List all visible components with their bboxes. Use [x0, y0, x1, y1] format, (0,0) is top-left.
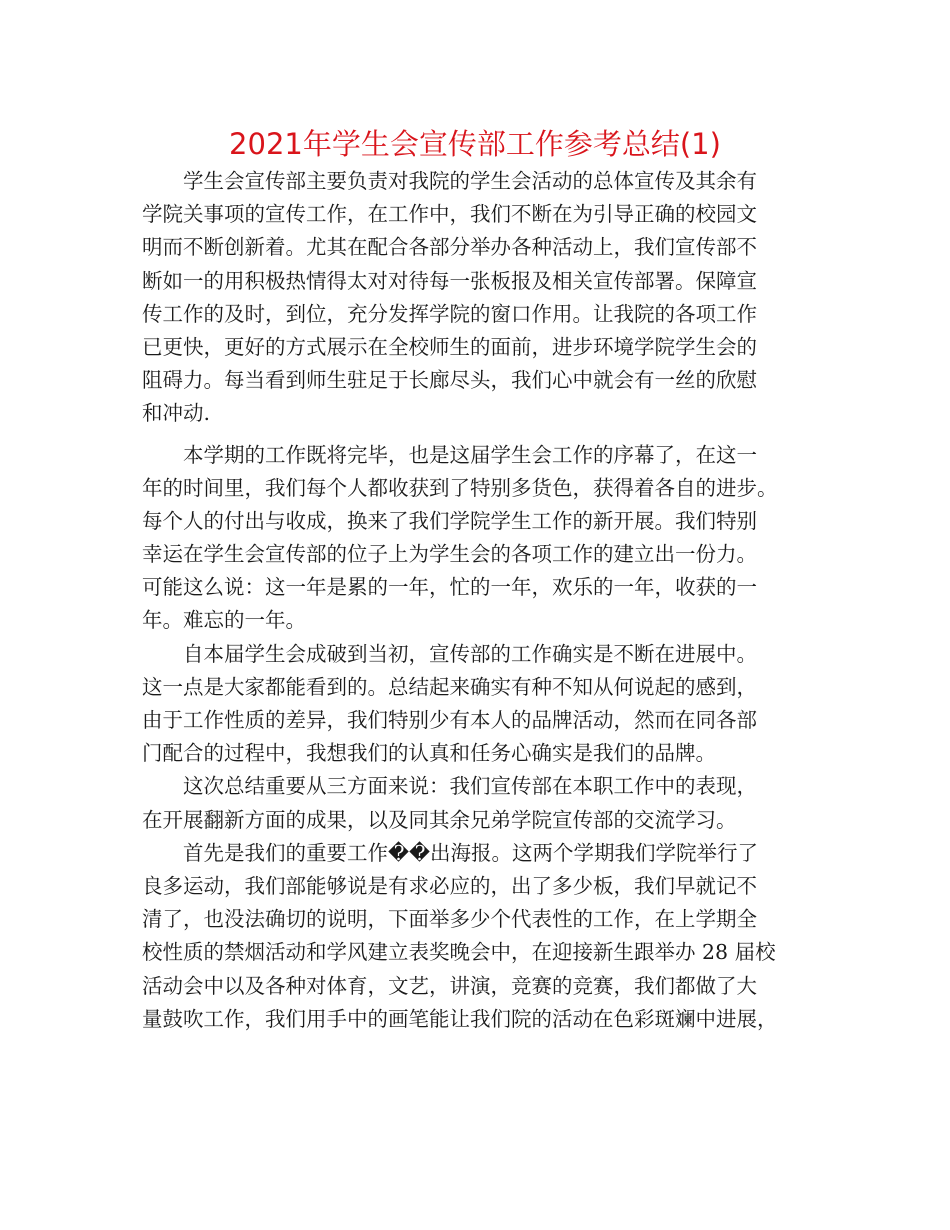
text-line: 良多运动，我们部能够说是有求必应的，出了多少板，我们早就记不	[142, 873, 757, 898]
text-line: 阻碍力。每当看到师生驻足于长廊尽头，我们心中就会有一丝的欣慰	[142, 368, 757, 393]
text-line: 清了，也没法确切的说明，下面举多少个代表性的工作，在上学期全	[142, 907, 757, 932]
text-line: 已更快，更好的方式展示在全校师生的面前，进步环境学院学生会的	[142, 334, 757, 359]
text-line: 每个人的付出与收成，换来了我们学院学生工作的新开展。我们特别	[142, 508, 757, 533]
paragraph	[142, 770, 832, 836]
text-line: 本学期的工作既将完毕，也是这届学生会工作的序幕了，在这一	[183, 442, 757, 467]
text-line: 学院关事项的宣传工作，在工作中，我们不断在为引导正确的校园文	[142, 202, 757, 227]
text-line: 可能这么说：这一年是累的一年，忙的一年，欢乐的一年，收获的一	[142, 575, 757, 600]
text-line: 断如一的用积极热情得太对对待每一张板报及相关宣传部署。保障宣	[142, 268, 757, 293]
text-line: 首先是我们的重要工作��出海报。这两个学期我们学院举行了	[183, 840, 759, 865]
text-line: 门配合的过程中，我想我们的认真和任务心确实是我们的品牌。	[142, 741, 716, 766]
document-title: 2021年学生会宣传部工作参考总结(1)	[229, 127, 721, 161]
text-line: 幸运在学生会宣传部的位子上为学生会的各项工作的建立出一份力。	[142, 542, 757, 567]
paragraph	[142, 439, 832, 638]
text-line: 在开展翻新方面的成果，以及同其余兄弟学院宣传部的交流学习。	[142, 807, 737, 832]
text-line: 年的时间里，我们每个人都收获到了特别多货色，获得着各自的进步。	[142, 475, 778, 500]
text-line: 学生会宣传部主要负责对我院的学生会活动的总体宣传及其余有	[183, 169, 757, 193]
text-line: 校性质的禁烟活动和学风建立表奖晚会中，在迎接新生跟举办 28 届校	[142, 940, 776, 965]
text-line: 和冲动.	[142, 401, 211, 426]
text-line: 活动会中以及各种对体育，文艺，讲演，竞赛的竞赛，我们都做了大	[142, 973, 757, 998]
document-body	[142, 165, 832, 1036]
text-line: 明而不断创新着。尤其在配合各部分举办各种活动上，我们宣传部不	[142, 235, 757, 260]
text-line: 传工作的及时，到位，充分发挥学院的窗口作用。让我院的各项工作	[142, 301, 757, 326]
text-line: 量鼓吹工作，我们用手中的画笔能让我们院的活动在色彩斑斓中进展，	[142, 1006, 778, 1031]
paragraph	[142, 837, 832, 1036]
text-line: 自本届学生会成破到当初，宣传部的工作确实是不断在进展中。	[183, 641, 757, 666]
text-line: 年。难忘的一年。	[142, 608, 306, 633]
paragraph	[142, 165, 832, 431]
text-line: 这一点是大家都能看到的。总结起来确实有种不知从何说起的感到，	[142, 674, 757, 699]
paragraph	[142, 638, 832, 771]
text-line: 由于工作性质的差异，我们特别少有本人的品牌活动，然而在同各部	[142, 708, 757, 732]
text-line: 这次总结重要从三方面来说：我们宣传部在本职工作中的表现，	[183, 774, 757, 799]
